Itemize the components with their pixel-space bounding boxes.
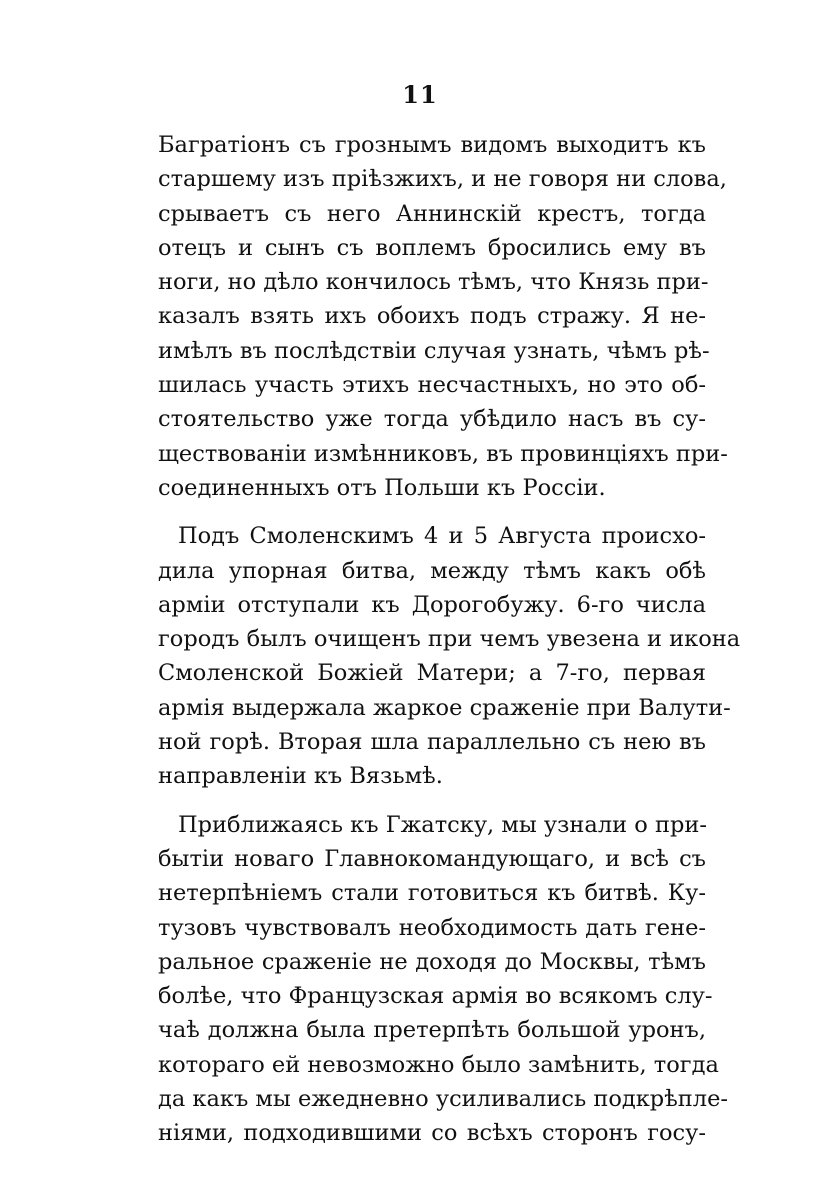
text-line: отецъ и сынъ съ воплемъ бросились ему въ	[158, 234, 706, 261]
text-line: соединенныхъ отъ Польши къ Россіи.	[158, 474, 606, 501]
text-line: казалъ взять ихъ обоихъ подъ стражу. Я не-	[158, 303, 706, 330]
paragraph-1	[158, 128, 728, 505]
paragraph-gap	[158, 794, 706, 808]
text-line: тузовъ чувствовалъ необходимость дать гене-	[158, 914, 706, 941]
text-line: стоятельство уже тогда убѣдило насъ въ су-	[158, 406, 706, 433]
text-line: старшему изъ пріѣзжихъ, и не говоря ни слова,	[158, 166, 727, 193]
text-line: болѣе, что Французская армія во всякомъ слу-	[158, 983, 713, 1010]
text-line: котораго ей невозможно было замѣнить, тогда	[158, 1051, 719, 1078]
text-line: шилась участь этихъ несчастныхъ, но это об-	[158, 372, 706, 399]
text-line: ніями, подходившими со всѣхъ сторонъ госу-	[158, 1120, 706, 1147]
text-line: срываетъ съ него Аннинскій крестъ, тогда	[158, 200, 706, 227]
text-line: армія выдержала жаркое сраженіе при Валути-	[158, 694, 731, 721]
text-line: да какъ мы ежедневно усиливались подкрѣпле-	[158, 1086, 728, 1113]
text-line: арміи отступали къ Дорогобужу. 6-го числа	[158, 591, 706, 618]
text-line: Подъ Смоленскимъ 4 и 5 Августа происхо-	[178, 523, 706, 550]
text-line: Смоленской Божіей Матери; а 7-го, первая	[158, 660, 706, 687]
paragraph-gap	[158, 505, 706, 519]
text-line: ральное сраженіе не доходя до Москвы, тѣмъ	[158, 948, 706, 975]
text-line: ноги, но дѣло кончилось тѣмъ, что Князь при-	[158, 269, 709, 296]
text-line: направленіи къ Вязьмѣ.	[158, 763, 443, 790]
text-line: имѣлъ въ послѣдствіи случая узнать, чѣмъ рѣ-	[158, 337, 710, 364]
body-text	[158, 128, 741, 1151]
text-line: Багратіонъ съ грознымъ видомъ выходитъ къ	[158, 132, 706, 158]
paragraph-3	[158, 808, 728, 1151]
paragraph-2	[158, 519, 741, 793]
text-line: чаѣ должна была претерпѣть большой уронъ,	[158, 1017, 706, 1044]
page-number: 11	[402, 80, 438, 109]
text-line: Приближаясь къ Гжатску, мы узнали о при-	[178, 811, 707, 838]
text-line: нетерпѣніемъ стали готовиться къ битвѣ. Ку-	[158, 880, 706, 907]
text-line: ной горѣ. Вторая шла параллельно съ нею въ	[158, 729, 706, 756]
text-line: дила упорная битва, между тѣмъ какъ обѣ	[158, 557, 706, 584]
text-line: ществованіи измѣнниковъ, въ провинціяхъ при-	[158, 440, 728, 467]
text-line: бытіи новаго Главнокомандующаго, и всѣ съ	[158, 845, 706, 872]
text-line: городъ былъ очищенъ при чемъ увезена и икона	[158, 626, 741, 653]
